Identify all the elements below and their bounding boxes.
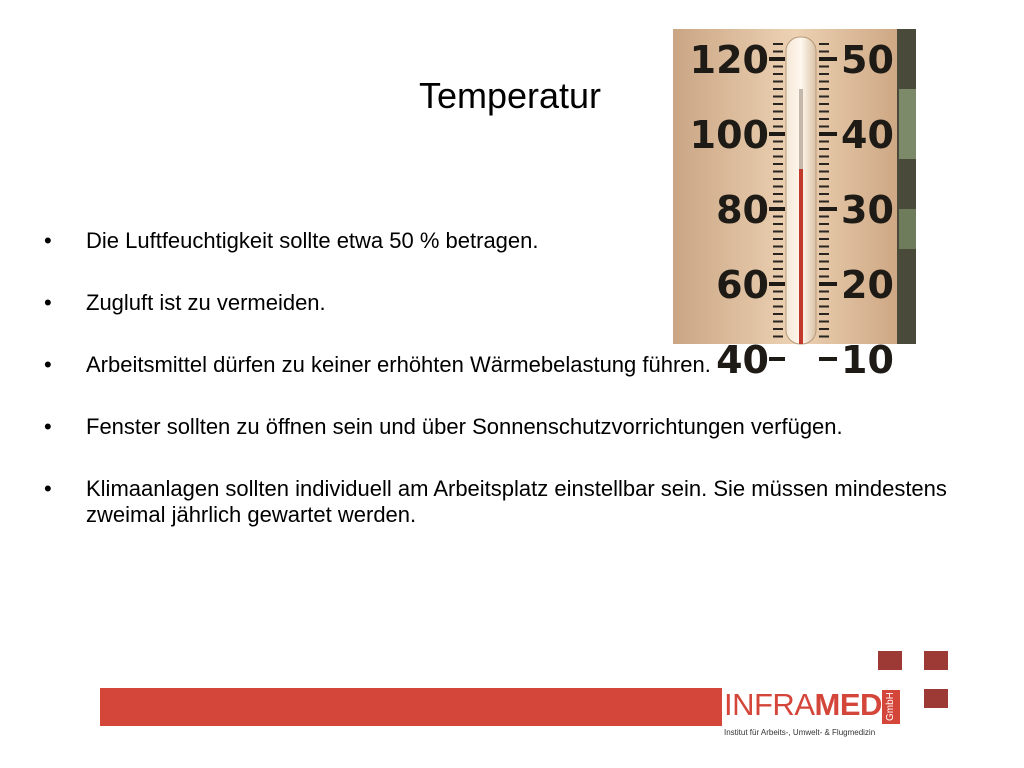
bullet-glyph: •: [44, 290, 52, 315]
decor-square: [878, 651, 902, 670]
bullet-glyph: •: [44, 352, 52, 377]
logo-wordmark: [724, 688, 882, 722]
right-scale-label: 40: [841, 113, 894, 157]
right-scale-label: 50: [841, 38, 894, 82]
bullet-text: Zugluft ist zu vermeiden.: [86, 290, 326, 315]
bullet-item: [40, 290, 1000, 316]
slide-title: Temperatur: [418, 75, 602, 116]
bullet-item: [40, 414, 1000, 440]
right-scale-label: 10: [841, 338, 894, 382]
left-scale-label: 40: [716, 338, 769, 382]
logo-wordmark-bold: MED: [814, 687, 882, 722]
logo-gmbh: GmbH: [882, 690, 900, 724]
bullet-item: [40, 476, 1000, 528]
left-scale-label: 60: [716, 263, 769, 307]
bullet-item: [40, 352, 1000, 378]
bullet-text: Klimaanlagen sollten individuell am Arbeitsplatz einstellbar sein. Sie müssen mindestens zweimal jährlich gewartet werden.: [86, 476, 947, 527]
left-scale-label: 120: [689, 38, 769, 82]
left-scale-label: 100: [689, 113, 769, 157]
inframed-logo: [722, 686, 908, 742]
bullet-item: [40, 228, 1000, 254]
logo-wordmark-thin: INFRA: [724, 687, 815, 722]
right-scale-label: 30: [841, 188, 894, 232]
bullet-list: [40, 228, 1000, 564]
bullet-text: Die Luftfeuchtigkeit sollte etwa 50 % betragen.: [86, 228, 539, 253]
bullet-glyph: •: [44, 228, 52, 253]
decor-square: [924, 689, 948, 708]
logo-subtitle: Institut für Arbeits-, Umwelt- & Flugmedizin: [724, 728, 876, 737]
right-scale-label: 20: [841, 263, 894, 307]
bullet-glyph: •: [44, 414, 52, 439]
bullet-text: Arbeitsmittel dürfen zu keiner erhöhten Wärmebelastung führen.: [86, 352, 711, 377]
decor-square: [924, 651, 948, 670]
bullet-text: Fenster sollten zu öffnen sein und über Sonnenschutzvorrichtungen verfügen.: [86, 414, 843, 439]
bullet-glyph: •: [44, 476, 52, 501]
left-scale-label: 80: [716, 188, 769, 232]
